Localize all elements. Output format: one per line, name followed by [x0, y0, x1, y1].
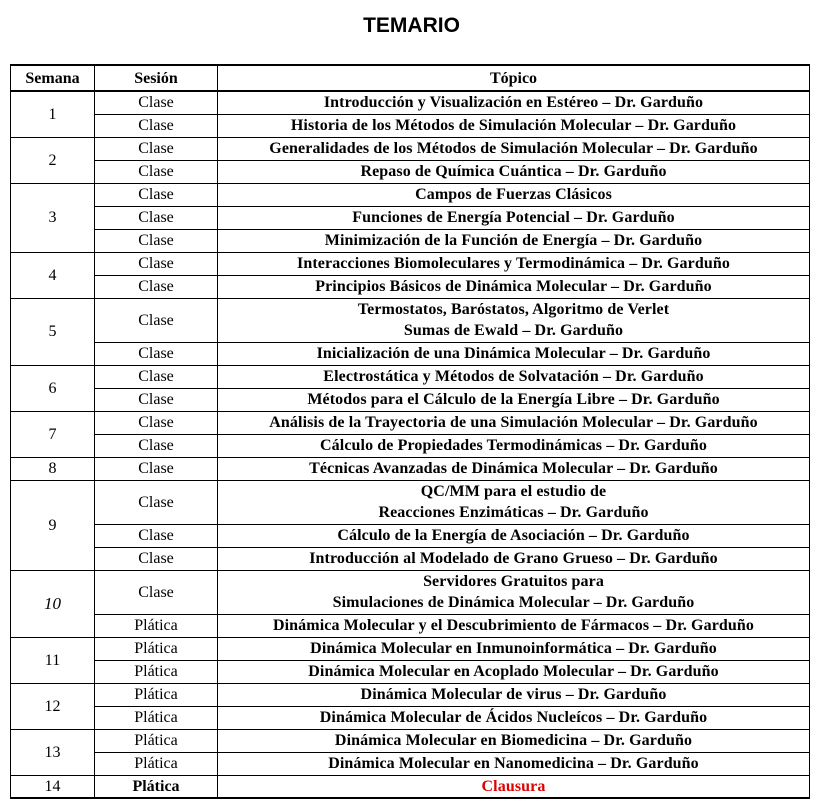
semana-cell: 6	[11, 365, 95, 411]
table-row	[11, 457, 810, 480]
topico-cell: Cálculo de la Energía de Asociación – Dr. Garduño	[218, 524, 810, 547]
header-sesion: Sesión	[95, 65, 218, 91]
topico-line: Servidores Gratuitos para	[423, 573, 604, 590]
table-row	[11, 524, 810, 547]
sesion-cell: Plática	[95, 683, 218, 706]
table-row	[11, 614, 810, 637]
table-row	[11, 252, 810, 275]
sesion-cell: Plática	[95, 775, 218, 798]
sesion-cell: Plática	[95, 637, 218, 660]
table-row	[11, 388, 810, 411]
topico-cell: Dinámica Molecular en Inmunoinformática – Dr. Garduño	[218, 637, 810, 660]
semana-cell: 9	[11, 480, 95, 570]
sesion-cell: Clase	[95, 480, 218, 524]
table-row	[11, 637, 810, 660]
table-row	[11, 752, 810, 775]
table-row	[11, 229, 810, 252]
sesion-cell: Clase	[95, 457, 218, 480]
topico-cell	[218, 480, 810, 524]
topico-cell: Introducción al Modelado de Grano Grueso – Dr. Garduño	[218, 547, 810, 570]
topico-line: Reacciones Enzimáticas – Dr. Garduño	[378, 504, 649, 521]
topico-cell: Principios Básicos de Dinámica Molecular – Dr. Garduño	[218, 275, 810, 298]
topico-cell: Dinámica Molecular y el Descubrimiento de Fármacos – Dr. Garduño	[218, 614, 810, 637]
table-row	[11, 706, 810, 729]
table-row	[11, 434, 810, 457]
semana-cell: 1	[11, 91, 95, 137]
table-header-row	[11, 65, 810, 91]
topico-cell: Electrostática y Métodos de Solvatación – Dr. Garduño	[218, 365, 810, 388]
semana-cell: 2	[11, 137, 95, 183]
semana-cell: 14	[11, 775, 95, 798]
sesion-cell: Plática	[95, 706, 218, 729]
semana-cell: 13	[11, 729, 95, 775]
topico-cell: Técnicas Avanzadas de Dinámica Molecular – Dr. Garduño	[218, 457, 810, 480]
table-row	[11, 206, 810, 229]
topico-line: Termostatos, Baróstatos, Algoritmo de Verlet	[357, 301, 670, 318]
topico-cell: Dinámica Molecular de virus – Dr. Garduño	[218, 683, 810, 706]
table-row	[11, 160, 810, 183]
header-semana: Semana	[11, 65, 95, 91]
semana-cell: 5	[11, 298, 95, 365]
table-row	[11, 729, 810, 752]
sesion-cell: Clase	[95, 137, 218, 160]
semana-cell: 7	[11, 411, 95, 457]
table-row	[11, 183, 810, 206]
topico-cell: Minimización de la Función de Energía – Dr. Garduño	[218, 229, 810, 252]
topico-cell: Dinámica Molecular de Ácidos Nucleícos – Dr. Garduño	[218, 706, 810, 729]
topico-cell: Introducción y Visualización en Estéreo – Dr. Garduño	[218, 91, 810, 114]
sesion-cell: Clase	[95, 365, 218, 388]
sesion-cell: Clase	[95, 570, 218, 614]
sesion-cell: Clase	[95, 252, 218, 275]
topico-cell	[218, 298, 810, 342]
page-title: TEMARIO	[363, 14, 460, 37]
topico-line: Sumas de Ewald – Dr. Garduño	[403, 322, 624, 339]
sesion-cell: Clase	[95, 275, 218, 298]
topico-cell	[218, 570, 810, 614]
topico-cell: Dinámica Molecular en Acoplado Molecular – Dr. Garduño	[218, 660, 810, 683]
table-row	[11, 137, 810, 160]
table-row	[11, 570, 810, 614]
topico-cell: Funciones de Energía Potencial – Dr. Garduño	[218, 206, 810, 229]
semana-cell: 4	[11, 252, 95, 298]
sesion-cell: Clase	[95, 388, 218, 411]
sesion-cell: Clase	[95, 160, 218, 183]
topico-cell: Cálculo de Propiedades Termodinámicas – Dr. Garduño	[218, 434, 810, 457]
sesion-cell: Clase	[95, 206, 218, 229]
sesion-cell: Clase	[95, 411, 218, 434]
table-row	[11, 683, 810, 706]
header-topico: Tópico	[218, 65, 810, 91]
topico-cell: Análisis de la Trayectoria de una Simulación Molecular – Dr. Garduño	[218, 411, 810, 434]
semana-cell: 11	[11, 637, 95, 683]
sesion-cell: Plática	[95, 660, 218, 683]
table-row	[11, 298, 810, 342]
sesion-cell: Plática	[95, 729, 218, 752]
sesion-cell: Clase	[95, 183, 218, 206]
topico-cell: Dinámica Molecular en Biomedicina – Dr. Garduño	[218, 729, 810, 752]
sesion-cell: Clase	[95, 229, 218, 252]
topico-cell: Campos de Fuerzas Clásicos	[218, 183, 810, 206]
topico-line: QC/MM para el estudio de	[420, 483, 607, 500]
sesion-cell: Clase	[95, 547, 218, 570]
topico-cell: Inicialización de una Dinámica Molecular – Dr. Garduño	[218, 342, 810, 365]
topico-cell: Historia de los Métodos de Simulación Molecular – Dr. Garduño	[218, 114, 810, 137]
table-row	[11, 114, 810, 137]
sesion-cell: Clase	[95, 434, 218, 457]
table-row	[11, 660, 810, 683]
semana-cell: 12	[11, 683, 95, 729]
clausura-cell: Clausura	[218, 775, 810, 798]
table-row	[11, 275, 810, 298]
topico-cell: Repaso de Química Cuántica – Dr. Garduño	[218, 160, 810, 183]
table-row	[11, 91, 810, 114]
topico-cell: Generalidades de los Métodos de Simulación Molecular – Dr. Garduño	[218, 137, 810, 160]
table-row	[11, 775, 810, 798]
semana-cell: 8	[11, 457, 95, 480]
sesion-cell: Clase	[95, 524, 218, 547]
temario-table	[10, 64, 810, 799]
sesion-cell: Plática	[95, 752, 218, 775]
table-row	[11, 547, 810, 570]
sesion-cell: Plática	[95, 614, 218, 637]
table-row	[11, 365, 810, 388]
table-row	[11, 411, 810, 434]
sesion-cell: Clase	[95, 114, 218, 137]
semana-cell: 3	[11, 183, 95, 252]
topico-cell: Interacciones Biomoleculares y Termodinámica – Dr. Garduño	[218, 252, 810, 275]
sesion-cell: Clase	[95, 342, 218, 365]
table-row	[11, 342, 810, 365]
topico-line: Simulaciones de Dinámica Molecular – Dr. Garduño	[332, 594, 695, 611]
topico-cell: Dinámica Molecular en Nanomedicina – Dr. Garduño	[218, 752, 810, 775]
table-row	[11, 480, 810, 524]
topico-cell: Métodos para el Cálculo de la Energía Libre – Dr. Garduño	[218, 388, 810, 411]
semana-cell: 10	[11, 570, 95, 637]
sesion-cell: Clase	[95, 298, 218, 342]
sesion-cell: Clase	[95, 91, 218, 114]
